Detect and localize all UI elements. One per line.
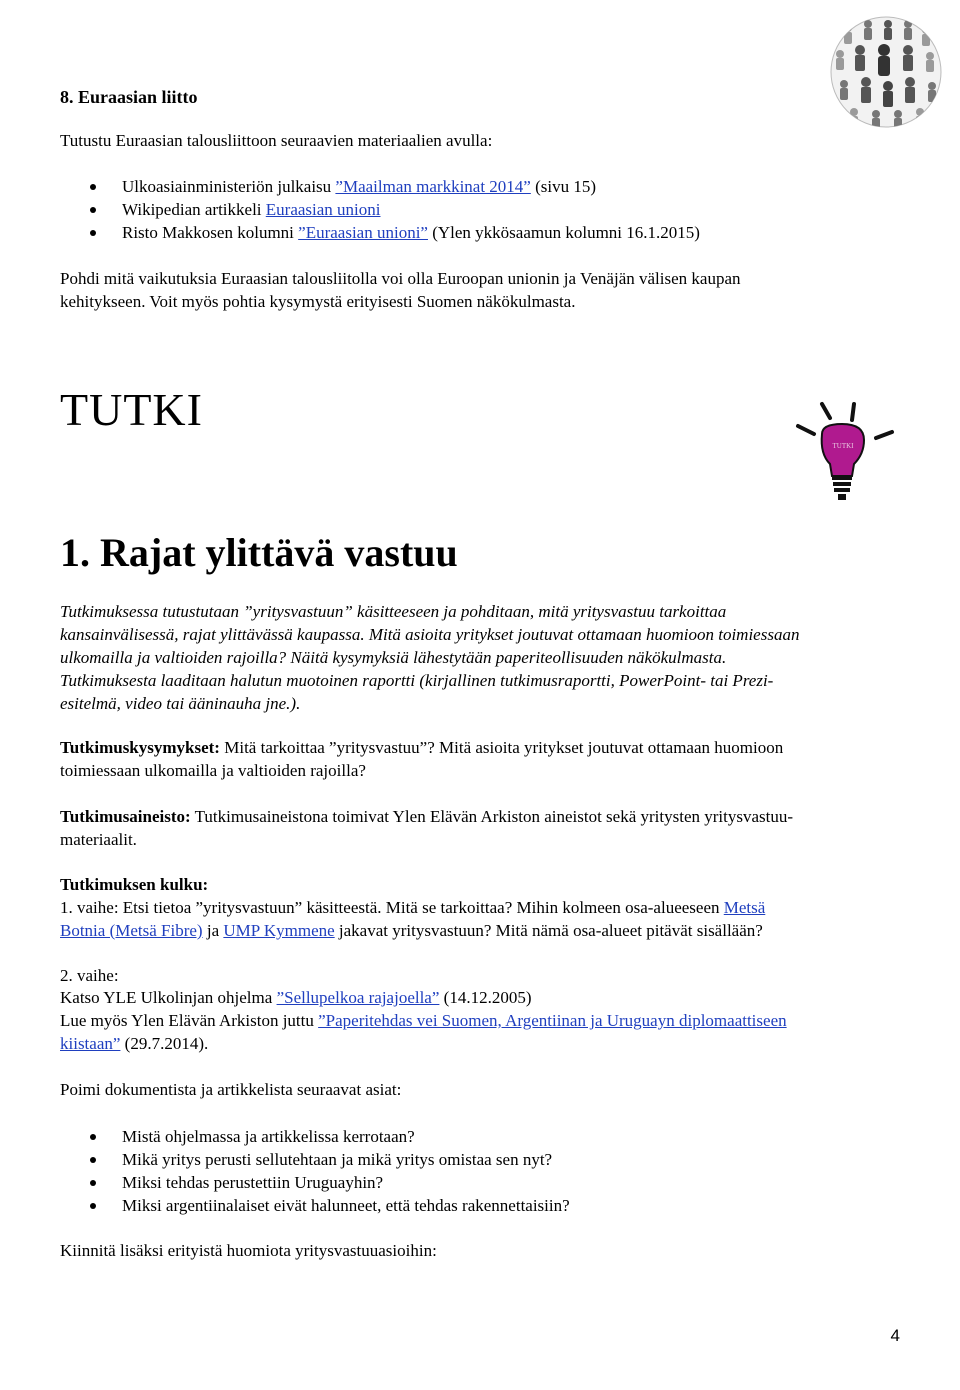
list-item-text: Wikipedian artikkeli bbox=[122, 200, 266, 219]
phase2-text: Lue myös Ylen Elävän Arkiston juttu bbox=[60, 1011, 319, 1030]
list-item bbox=[122, 176, 596, 198]
lightbulb-icon bbox=[792, 398, 900, 506]
link-maailman-markkinat[interactable]: ”Maailman markkinat 2014” bbox=[335, 177, 531, 196]
list-item-text: Risto Makkosen kolumni bbox=[122, 223, 299, 242]
phase2-line-2 bbox=[60, 1010, 787, 1032]
phase2-text: (29.7.2014). bbox=[120, 1034, 209, 1053]
phase2-label: 2. vaihe: bbox=[60, 966, 119, 985]
task-heading: 1. Rajat ylittävä vastuu bbox=[60, 530, 458, 575]
link-euraasian-unioni-kolumni[interactable]: ”Euraasian unioni” bbox=[298, 223, 428, 242]
bullet-icon bbox=[90, 1180, 96, 1186]
list-item-text: Ulkoasiainministeriön julkaisu bbox=[122, 177, 336, 196]
bullet-icon bbox=[90, 184, 96, 190]
link-paperitehdas-cont[interactable]: kiistaan” bbox=[60, 1034, 121, 1053]
phase2-text: (14.12.2005) bbox=[439, 988, 532, 1007]
phase1-line-1 bbox=[60, 897, 765, 919]
bullet-icon bbox=[90, 1134, 96, 1140]
phase1-text: jakavat yritysvastuun? Mitä nämä osa-alueet pitävät sisällään? bbox=[334, 921, 763, 940]
link-ump-kymmene[interactable]: UMP Kymmene bbox=[223, 921, 335, 940]
list-item-text: (Ylen ykkösaamun kolumni 16.1.2015) bbox=[427, 223, 700, 242]
globe-people-logo bbox=[828, 14, 944, 130]
description-line: Tutkimuksesta laaditaan halutun muotoinen raportti (kirjallinen tutkimusraportti, PowerPoint- tai Prezi- bbox=[60, 671, 774, 690]
link-metsa-botnia[interactable]: Metsä bbox=[723, 898, 766, 917]
bullet-icon bbox=[90, 1203, 96, 1209]
intro-text: Tutustu Euraasian talousliittoon seuraavien materiaalien avulla: bbox=[60, 131, 493, 150]
tutki-heading: TUTKI bbox=[60, 384, 203, 435]
phase2-text: Katso YLE Ulkolinjan ohjelma bbox=[60, 988, 277, 1007]
research-questions-text: Mitä tarkoittaa ”yritysvastuu”? Mitä asioita yritykset joutuvat ottamaan huomioon bbox=[219, 738, 784, 757]
research-questions-line-1 bbox=[60, 737, 783, 759]
phase2-line-1 bbox=[60, 987, 531, 1009]
phase1-text: 1. vaihe: Etsi tietoa ”yritysvastuun” käsitteestä. Mitä se tarkoittaa? Mihin kolmeen osa-alueeseen bbox=[60, 898, 724, 917]
research-material-text: Tutkimusaineistona toimivat Ylen Elävän Arkiston aineistot sekä yritysten yritysvastuu- bbox=[190, 807, 794, 826]
list-item: Miksi tehdas perustettiin Uruguayhin? bbox=[122, 1173, 384, 1192]
final-instruction: Kiinnitä lisäksi erityistä huomiota yritysvastuuasioihin: bbox=[60, 1241, 437, 1260]
research-material-line-1 bbox=[60, 806, 793, 828]
research-questions-label: Tutkimuskysymykset: bbox=[60, 738, 220, 757]
description-line: Tutkimuksessa tutustutaan ”yritysvastuun” käsitteeseen ja pohditaan, mitä yritysvastuu tarkoittaa bbox=[60, 602, 727, 621]
reflect-text-2: kehitykseen. Voit myös pohtia kysymystä erityisesti Suomen näkökulmasta. bbox=[60, 292, 576, 311]
description-line: kansainvälisessä, rajat ylittävässä kaupassa. Mitä asioita yritykset joutuvat ottamaan huomioon toimiessaan bbox=[60, 625, 800, 644]
list-item bbox=[122, 222, 700, 244]
link-sellupelkoa[interactable]: ”Sellupelkoa rajajoella” bbox=[276, 988, 440, 1007]
section-title: 8. Euraasian liitto bbox=[60, 87, 198, 107]
link-metsa-fibre[interactable]: Botnia (Metsä Fibre) bbox=[60, 921, 203, 940]
phase1-text: ja bbox=[202, 921, 224, 940]
phase2-line-3 bbox=[60, 1033, 208, 1055]
research-material-label: Tutkimusaineisto: bbox=[60, 807, 191, 826]
pick-intro: Poimi dokumentista ja artikkelista seuraavat asiat: bbox=[60, 1080, 402, 1099]
list-item bbox=[122, 199, 381, 221]
bullet-icon bbox=[90, 230, 96, 236]
phase1-line-2 bbox=[60, 920, 763, 942]
list-item: Mikä yritys perusti sellutehtaan ja mikä yritys omistaa sen nyt? bbox=[122, 1150, 553, 1169]
reflect-text-1: Pohdi mitä vaikutuksia Euraasian talousliitolla voi olla Euroopan unionin ja Venäjän välisen kaupan bbox=[60, 269, 741, 288]
research-process-label: Tutkimuksen kulku: bbox=[60, 875, 209, 894]
list-item: Mistä ohjelmassa ja artikkelissa kerrotaan? bbox=[122, 1127, 415, 1146]
page-number: 4 bbox=[890, 1326, 900, 1345]
bullet-icon bbox=[90, 1157, 96, 1163]
link-paperitehdas[interactable]: ”Paperitehdas vei Suomen, Argentiinan ja Uruguayn diplomaattiseen bbox=[318, 1011, 787, 1030]
list-item-text: (sivu 15) bbox=[530, 177, 597, 196]
list-item: Miksi argentiinalaiset eivät halunneet, että tehdas rakennettaisiin? bbox=[122, 1196, 570, 1215]
bulb-label: TUTKI bbox=[832, 442, 854, 450]
bullet-icon bbox=[90, 207, 96, 213]
description-line: esitelmä, video tai ääninauha jne.). bbox=[60, 694, 301, 713]
research-material-line-2: materiaalit. bbox=[60, 830, 137, 849]
link-euraasian-unioni-wiki[interactable]: Euraasian unioni bbox=[265, 200, 381, 219]
description-line: ulkomailla ja valtioiden rajoilla? Näitä kysymyksiä lähestytään paperiteollisuuden näkökulmasta. bbox=[60, 648, 727, 667]
research-questions-line-2: toimiessaan ulkomailla ja valtioiden rajoilla? bbox=[60, 761, 366, 780]
